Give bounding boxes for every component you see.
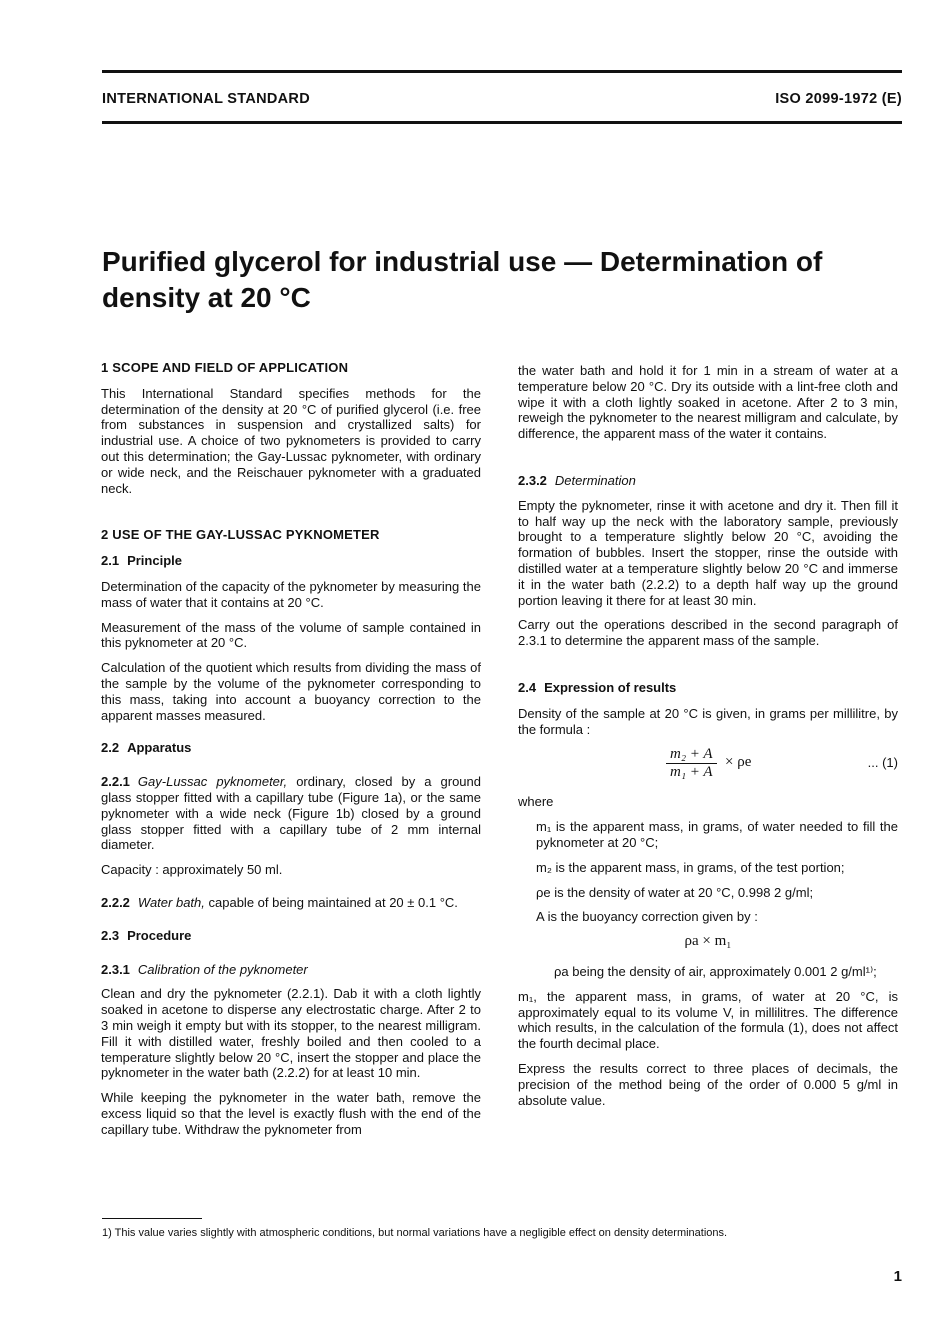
principle-p2: Measurement of the mass of the volume of sample contained in this pyknometer at 20 °C. — [101, 619, 481, 651]
footnote: 1) This value varies slightly with atmospheric conditions, but normal variations have a negligible effect on density determinations. — [102, 1227, 728, 1239]
header-right: ISO 2099-1972 (E) — [775, 91, 902, 107]
item-text: capable of being maintained at 20 ± 0.1 °C. — [208, 894, 458, 910]
footnote-rule — [102, 1218, 202, 1219]
section-2-1-heading — [101, 553, 481, 569]
formula-denominator: m₁ + A — [670, 764, 713, 781]
note-m1: m₁, the apparent mass, in grams, of water at 20 °C, is approximately equal to its volume V, in millilitres. The difference which results, in the calculation of the formula (1), does not affect the fourth decimal place. — [518, 988, 898, 1052]
determination-p2: Carry out the operations described in the second paragraph of 2.3.1 to determine the apparent mass of the sample. — [518, 617, 898, 649]
apparatus-2-2-1 — [101, 774, 481, 853]
calibration-p2-continued: the water bath and hold it for 1 min in a stream of water at a temperature below 20 °C. Dry its outside with a lint-free cloth and wipe it with a cloth lightly soaked in acetone. After 2 to 3 min, reweigh the pyknometer to the nearest milligram and calculate, by difference, the apparent mass of the water it contains. — [518, 363, 898, 442]
results-final: Express the results correct to three places of decimals, the precision of the method being of the order of 0.000 5 g/ml in absolute value. — [518, 1060, 898, 1108]
calibration-p1: Clean and dry the pyknometer (2.2.1). Dab it with a cloth lightly soaked in acetone to disperse any electrostatic charge. After 2 to 3 min weigh it empty but with its stopper, to the nearest milligram. Fill it with distilled water, freshly boiled and then cooled to a temperature slightly below 20 °C, insert the stopper and place the pyknometer in the water bath (2.2.2) for at least 10 min. — [101, 986, 481, 1081]
formula-numerator: m₂ + A — [666, 746, 717, 764]
section-title: Principle — [127, 553, 182, 569]
section-title: Calibration of the pyknometer — [137, 961, 308, 977]
header-top-rule — [102, 70, 902, 73]
item-text: ordinary, closed by a ground glass stopper fitted with a capillary tube (Figure 1a), or the same pyknometer with a wide neck (Figure 1b) closed by a ground glass stopper fitted with a capillary tube of 2 mm internal diameter. — [101, 774, 481, 853]
section-title: Expression of results — [544, 679, 677, 695]
section-2-3-heading — [101, 928, 481, 944]
definition-m1: m₁ is the apparent mass, in grams, of water needed to fill the pyknometer at 20 °C; — [536, 819, 898, 850]
section-1-heading: 1 SCOPE AND FIELD OF APPLICATION — [101, 360, 349, 375]
item-name: Gay-Lussac pyknometer, — [137, 774, 288, 790]
formula-2: ρa × m₁ — [684, 933, 732, 950]
section-2-4-heading — [518, 680, 898, 696]
formula-1 — [518, 746, 898, 784]
definition-a: A is the buoyancy correction given by : — [536, 909, 758, 925]
where-label: where — [518, 794, 554, 810]
header-bottom-rule — [102, 121, 902, 124]
section-number: 2.4 — [518, 679, 537, 695]
right-column — [518, 363, 898, 1117]
results-p1: Density of the sample at 20 °C is given, in grams per millilitre, by the formula : — [518, 705, 898, 737]
section-number: 2.2.1 — [101, 774, 130, 790]
section-title: Determination — [554, 472, 636, 488]
section-number: 2.1 — [101, 553, 120, 569]
formula-fraction — [666, 746, 717, 781]
section-2-3-1-heading — [101, 962, 481, 978]
formula-number: ... (1) — [867, 755, 898, 771]
section-number: 2.3.2 — [518, 472, 547, 488]
header-left: INTERNATIONAL STANDARD — [102, 91, 310, 107]
section-2-3-2-heading — [518, 473, 898, 489]
apparatus-2-2-2 — [101, 895, 481, 911]
formula-multiplier: × ρe — [725, 754, 752, 771]
definition-rho-a: ρa being the density of air, approximately 0.001 2 g/ml¹⁾; — [554, 963, 877, 979]
section-title: Procedure — [127, 927, 192, 943]
definition-m2: m₂ is the apparent mass, in grams, of the test portion; — [536, 859, 845, 875]
principle-p3: Calculation of the quotient which results from dividing the mass of the sample by the volume of the pyknometer corresponding to this mass, taking into account a buoyancy correction to the apparent masses measured. — [101, 660, 481, 723]
document-title: Purified glycerol for industrial use — Determination of density at 20 °C — [102, 246, 823, 313]
section-number: 2.2 — [101, 740, 120, 756]
determination-p1: Empty the pyknometer, rinse it with acetone and dry it. Then fill it to half way up the neck with the laboratory sample, previously brought to a temperature slightly below 20 °C, avoiding the formation of bubbles. Insert the stopper, rinse the outside with distilled water at a temperature slightly below 20 °C and immerse it in the water bath (2.2.2) to a depth half way up the ground portion leaving it there for at least 30 min. — [518, 497, 898, 608]
calibration-p2: While keeping the pyknometer in the water bath, remove the excess liquid so that the level is exactly flush with the end of the capillary tube. Withdraw the pyknometer from — [101, 1090, 481, 1137]
section-2-heading: 2 USE OF THE GAY-LUSSAC PYKNOMETER — [101, 527, 380, 543]
section-2-2-heading — [101, 740, 481, 756]
left-column — [101, 360, 481, 1146]
section-1-text: This International Standard specifies methods for the determination of the density at 20 °C of purified glycerol (i.e. free from substances in suspension and crystallized salts) for industrial use. A choice of two pyknometers is provided to carry out this determination; the Gay-Lussac pyknometer, with ordinary or wide neck, and the Reischauer pyknometer with a graduated neck. — [101, 385, 481, 496]
principle-p1: Determination of the capacity of the pyknometer by measuring the mass of water that it contains at 20 °C. — [101, 578, 481, 610]
section-title: Apparatus — [127, 740, 192, 756]
section-number: 2.3 — [101, 927, 120, 943]
apparatus-capacity: Capacity : approximately 50 ml. — [101, 862, 283, 878]
item-name: Water bath, — [137, 894, 205, 910]
definition-rho-e: ρe is the density of water at 20 °C, 0.998 2 g/ml; — [536, 884, 814, 900]
section-number: 2.2.2 — [101, 894, 130, 910]
section-number: 2.3.1 — [101, 961, 130, 977]
page-number: 1 — [893, 1268, 902, 1285]
